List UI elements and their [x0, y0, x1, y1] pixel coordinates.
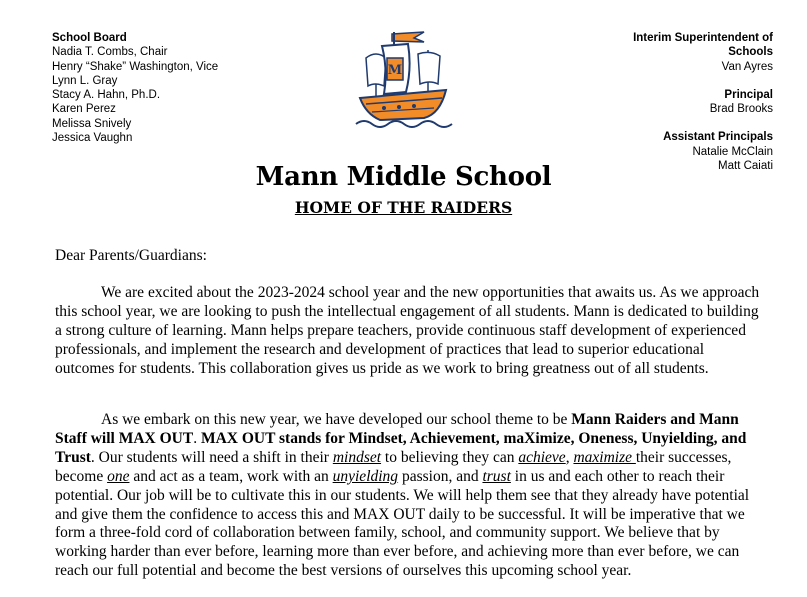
paragraph-text: their successes, become	[55, 448, 732, 485]
board-member: Melissa Snively	[52, 117, 132, 130]
emphasis-mindset: mindset	[332, 448, 382, 466]
page-subtitle: HOME OF THE RAIDERS	[294, 198, 513, 217]
max-out-definition: MAX OUT stands for Mindset, Achievement, maXimize, Oneness, Unyielding, and Trust	[55, 429, 747, 466]
letter-paragraph-2	[55, 411, 767, 581]
emphasis-achieve: achieve	[518, 448, 566, 466]
school-board-block	[52, 31, 218, 145]
assistant-principal-name: Matt Caiati	[718, 160, 773, 173]
paragraph-text: to believing they can	[381, 448, 519, 466]
letter-paragraph-1: We are excited about the 2023-2024 school year and the new opportunities that awaits us. As we approach this school year, we are looking to push the intellectual engagement of all students. Mann is dedicated to building a strong culture of learning. Mann helps prepare teachers, provide continuous staff development of experienced professionals, and implement the research and development of practices that lead to superior educational outcomes for students. This collaboration gives us pride as we work to bring greatness out of all students.	[55, 284, 760, 377]
principal-heading: Principal	[724, 88, 773, 101]
raiders-ship-logo	[354, 28, 454, 132]
board-member: Stacy A. Hahn, Ph.D.	[52, 89, 161, 102]
paragraph-text: . Our students will need a shift in their	[90, 448, 333, 466]
emphasis-maximize: maximize	[573, 448, 636, 466]
letter-greeting: Dear Parents/Guardians:	[55, 247, 207, 264]
board-member: Jessica Vaughn	[52, 132, 133, 145]
paragraph-text: .	[193, 429, 201, 447]
paragraph-text: in us and each other to reach their potential. Our job will be to cultivate this in our students. We will help them see that they already have potential and give them the confidence to access this and MAX OUT daily to be successful. It will be imperative that we form a three-fold cord of collaboration between family, school, and community support. We believe that by working harder than ever before, learning more than ever before, and achieving more than ever before, we can reach our full potential and become the best versions of ourselves this upcoming school year.	[55, 467, 750, 580]
emphasis-trust: trust	[482, 467, 511, 485]
principal-name: Brad Brooks	[709, 103, 773, 116]
paragraph-text: passion, and	[398, 467, 483, 485]
assistant-principals-heading: Assistant Principals	[663, 131, 773, 144]
administration-block	[573, 31, 773, 173]
logo-letter: M	[387, 63, 403, 78]
board-member: Lynn L. Gray	[52, 74, 118, 87]
assistant-principal-name: Natalie McClain	[692, 145, 773, 158]
paragraph-text: ,	[565, 448, 574, 466]
paragraph-text: and act as a team, work with an	[129, 467, 333, 485]
theme-text: Mann Raiders and Mann Staff will MAX OUT	[55, 411, 739, 447]
superintendent-name: Van Ayres	[721, 60, 773, 73]
superintendent-heading-cont: Schools	[728, 46, 773, 59]
school-board-heading: School Board	[52, 32, 127, 44]
paragraph-text: As we embark on this new year, we have developed our school theme to be	[101, 411, 572, 428]
board-member: Karen Perez	[52, 103, 116, 116]
emphasis-unyielding: unyielding	[332, 467, 399, 485]
board-member: Henry “Shake” Washington, Vice	[52, 60, 219, 73]
emphasis-one: one	[107, 467, 130, 485]
board-member: Nadia T. Combs, Chair	[52, 46, 168, 59]
ship-icon	[354, 28, 454, 132]
page-title: Mann Middle School	[255, 162, 552, 192]
superintendent-heading: Interim Superintendent of	[633, 32, 773, 44]
